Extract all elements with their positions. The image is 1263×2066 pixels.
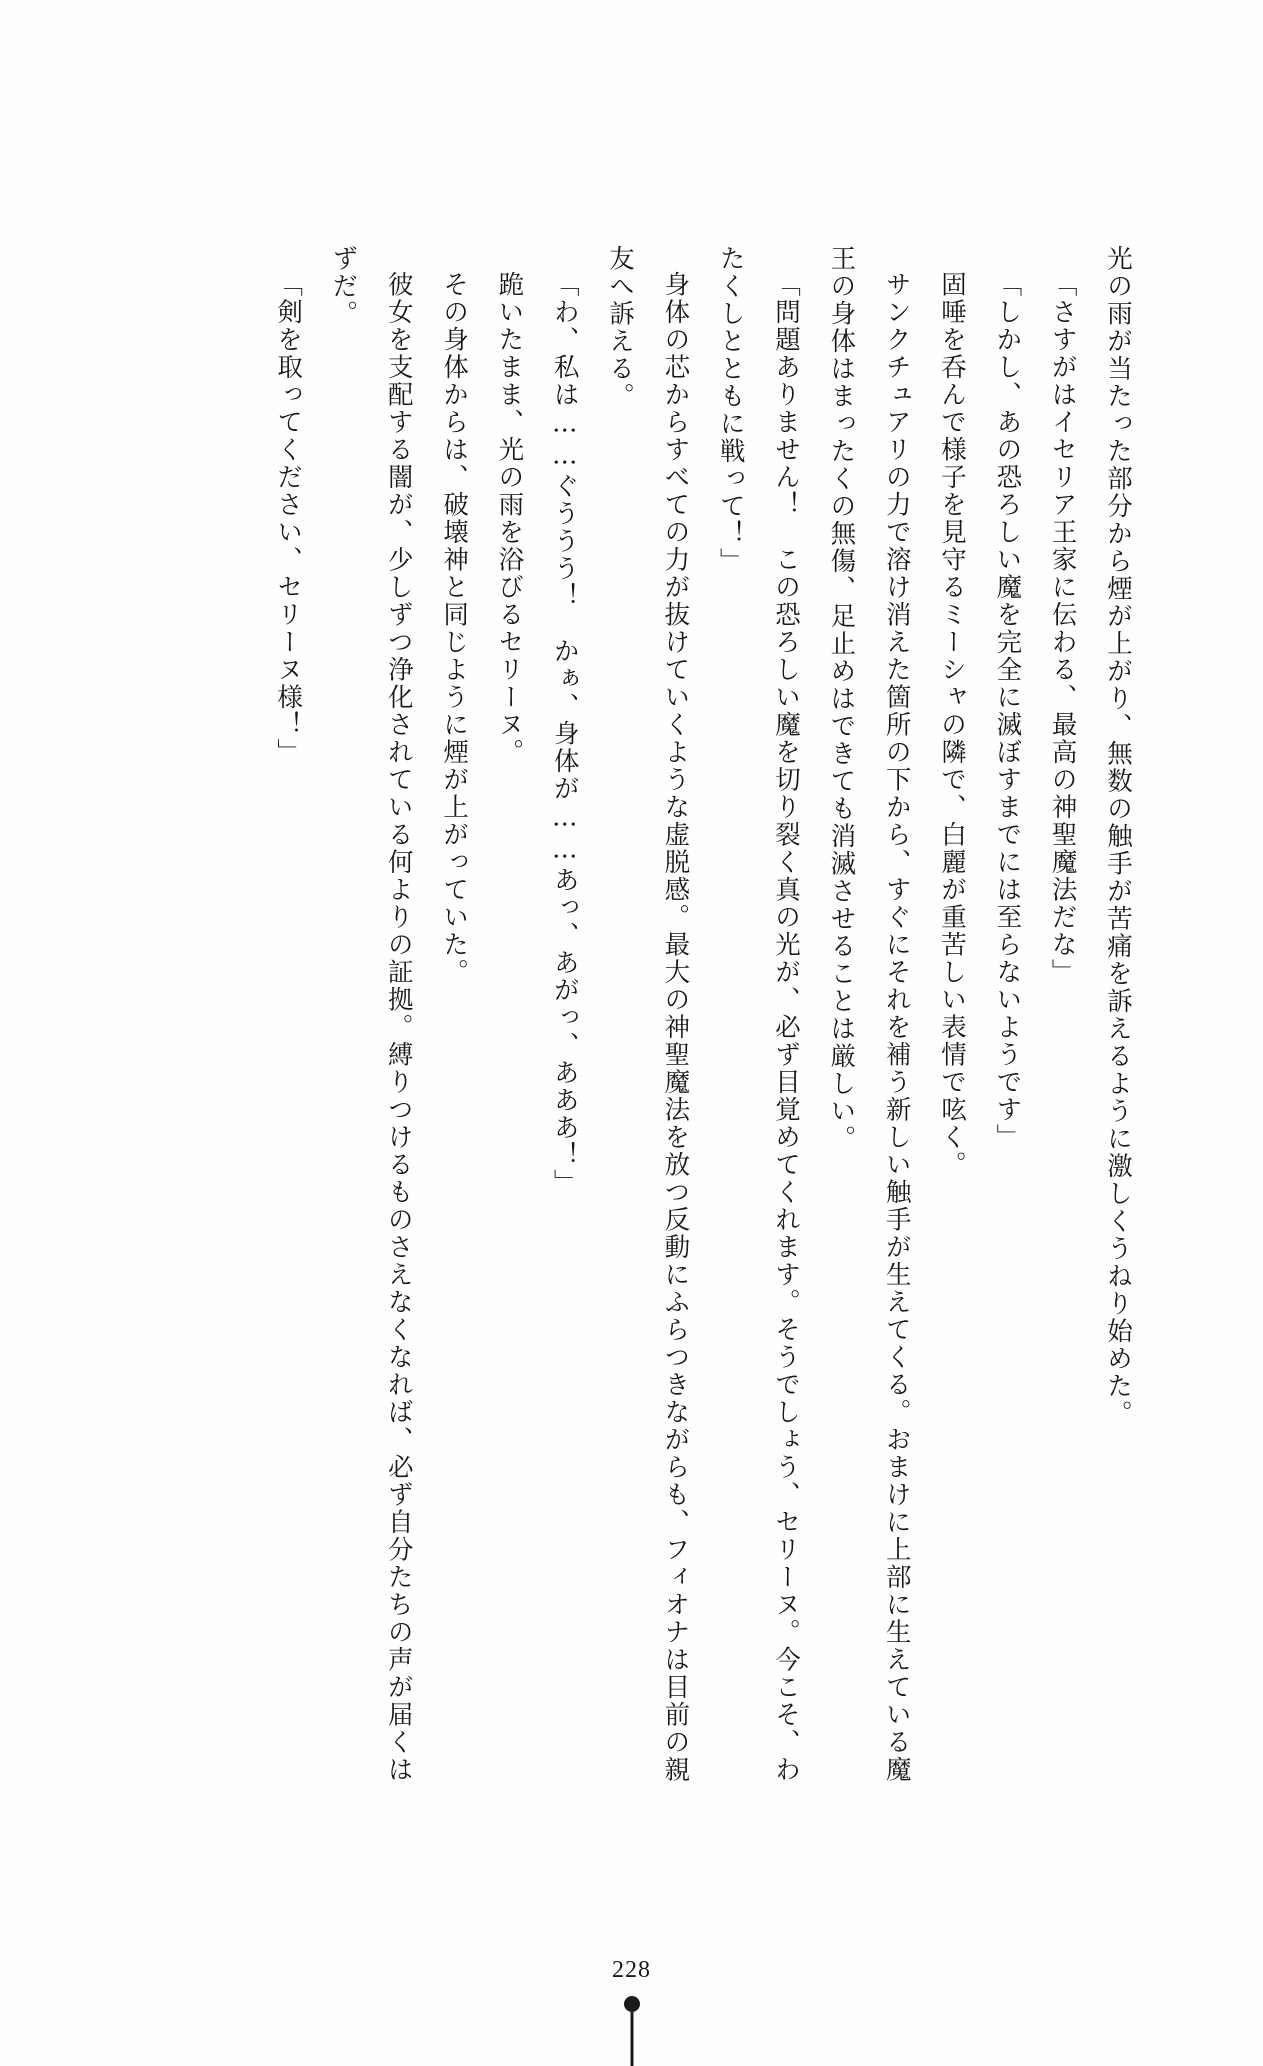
paragraph: 「剣を取ってください、セリーヌ様！」 (273, 271, 304, 766)
paragraph: サンクチュアリの力で溶け消えた箇所の下から、すぐにそれを補う新しい触手が生えてくる。おまけに上部に生えている魔王の身体はまったくの無傷、足止めはできても消滅させることは厳しい。 (826, 245, 912, 1784)
paragraph: 固唾を呑んで様子を見守るミーシャの隣で、白麗が重苦しい表情で呟く。 (937, 271, 968, 1179)
paragraph: 身体の芯からすべての力が抜けていくような虚脱感。最大の神聖魔法を放つ反動にふらつきながらも、フィオナは目前の親友へ訴える。 (605, 245, 691, 1784)
page-footer-ornament-icon (620, 1996, 644, 2066)
ornament-stem (630, 2012, 633, 2066)
paragraph: 「しかし、あの恐ろしい魔を完全に滅ぼすまでには至らないようです」 (992, 271, 1023, 1151)
paragraph: 「問題ありません！ この恐ろしい魔を切り裂く真の光が、必ず目覚めてくれます。そうでしょう、セリーヌ。今こそ、わたくしとともに戦って！」 (715, 245, 802, 1784)
paragraph: 光の雨が当たった部分から煙が上がり、無数の触手が苦痛を訴えるように激しくうねり始めた。 (1103, 245, 1133, 1428)
paragraph: 跪いたまま、光の雨を浴びるセリーヌ。 (494, 271, 525, 766)
page-number: 228 (612, 1957, 651, 1983)
paragraph: 彼女を支配する闇が、少しずつ浄化されている何よりの証拠。縛りつけるものさえなくなれば、必ず自分たちの声が届くはずだ。 (328, 245, 414, 1784)
paragraph: その身体からは、破壊神と同じように煙が上がっていた。 (439, 271, 470, 986)
ornament-dot (624, 1996, 640, 2012)
paragraph: 「わ、私は……ぐううう！ かぁ、身体が……あっ、あがっ、あああ！」 (549, 271, 580, 1197)
paragraph: 「さすがはイセリア王家に伝わる、最高の神聖魔法だな」 (1047, 271, 1078, 986)
page-body-text (135, 245, 1145, 1785)
